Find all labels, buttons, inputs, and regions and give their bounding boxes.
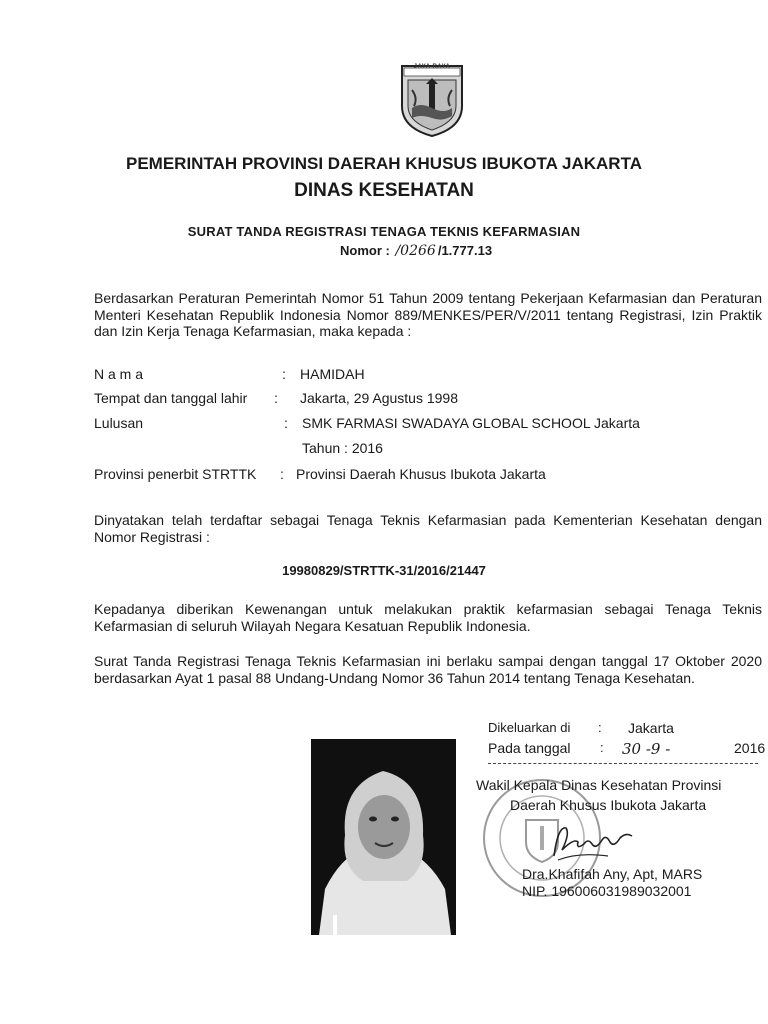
birth-value: Jakarta, 29 Agustus 1998	[300, 390, 458, 406]
issuance-date-year: 2016	[734, 740, 766, 756]
document-number-suffix: /1.777.13	[437, 243, 493, 258]
identity-row-birth	[94, 390, 754, 410]
province-value: Provinsi Daerah Khusus Ibukota Jakarta	[296, 466, 546, 482]
identity-row-province	[94, 466, 754, 486]
school-colon: :	[284, 415, 288, 431]
agency-heading: DINAS KESEHATAN	[294, 180, 474, 201]
authority-paragraph: Kepadanya diberikan Kewenangan untuk melakukan praktik kefarmasian sebagai Tenaga Teknis Kefarmasian di seluruh Wilayah Negara Kesatuan Republik Indonesia.	[94, 601, 762, 634]
declaration-paragraph: Dinyatakan telah terdaftar sebagai Tenaga Teknis Kefarmasian pada Kementerian Kesehatan dengan Nomor Registrasi :	[94, 512, 762, 545]
document-number	[340, 243, 492, 259]
year-value: Tahun : 2016	[302, 440, 383, 456]
issuance-date-label: Pada tanggal	[488, 740, 571, 756]
handwritten-signature	[548, 816, 638, 868]
issuance-place-value: Jakarta	[628, 720, 674, 736]
issuance-place-row	[488, 720, 760, 738]
document-number-handwritten: /0266	[395, 243, 436, 259]
issuance-place-colon: :	[598, 720, 602, 735]
name-value: HAMIDAH	[300, 366, 365, 382]
holder-portrait-photo	[311, 739, 456, 935]
validity-paragraph: Surat Tanda Registrasi Tenaga Teknis Kefarmasian ini berlaku sampai dengan tanggal 17 Oktober 2020 berdasarkan Ayat 1 pasal 88 Undang-Undang Nomor 36 Tahun 2014 tentang Tenaga Kesehatan.	[94, 653, 762, 686]
document-number-label: Nomor :	[340, 243, 390, 258]
identity-row-name	[94, 366, 754, 386]
signatory-name: Dra.Khafifah Any, Apt, MARS	[522, 866, 703, 882]
registration-number: 19980829/STRTTK-31/2016/21447	[282, 563, 486, 578]
signatory-position-line1: Wakil Kepala Dinas Kesehatan Provinsi	[476, 777, 722, 793]
government-heading: PEMERINTAH PROVINSI DAERAH KHUSUS IBUKOTA JAKARTA	[125, 154, 642, 173]
name-label: N a m a	[94, 366, 144, 382]
identity-row-school	[94, 415, 754, 435]
issuance-date-colon: :	[600, 740, 604, 755]
intro-paragraph: Berdasarkan Peraturan Pemerintah Nomor 51 Tahun 2009 tentang Pekerjaan Kefarmasian dan Peraturan Menteri Kesehatan Republik Indonesia Nomor 889/MENKES/PER/V/2011 tentang Registrasi, Izin Praktik dan Izin Kerja Tenaga Kefarmasian, maka kepada :	[94, 290, 762, 339]
birth-label: Tempat dan tanggal lahir	[94, 390, 248, 406]
school-value: SMK FARMASI SWADAYA GLOBAL SCHOOL Jakarta	[302, 415, 640, 431]
province-colon: :	[280, 466, 284, 482]
issuance-date-handwritten: 30 -9 -	[622, 740, 671, 758]
jakarta-coat-of-arms-icon	[398, 62, 466, 138]
issuance-place-label: Dikeluarkan di	[488, 720, 571, 735]
emblem-motto: JAYA RAYA	[413, 64, 451, 70]
signatory-nip: NIP. 196006031989032001	[522, 883, 692, 899]
signatory-position-line2: Daerah Khusus Ibukota Jakarta	[510, 797, 707, 813]
signature-divider	[488, 763, 758, 764]
school-label: Lulusan	[94, 415, 144, 431]
issuance-date-row	[488, 740, 766, 758]
document-title: SURAT TANDA REGISTRASI TENAGA TEKNIS KEFARMASIAN	[187, 224, 581, 239]
birth-colon: :	[274, 390, 278, 406]
province-label: Provinsi penerbit STRTTK	[94, 466, 257, 482]
identity-row-year	[94, 440, 754, 460]
name-colon: :	[282, 366, 286, 382]
